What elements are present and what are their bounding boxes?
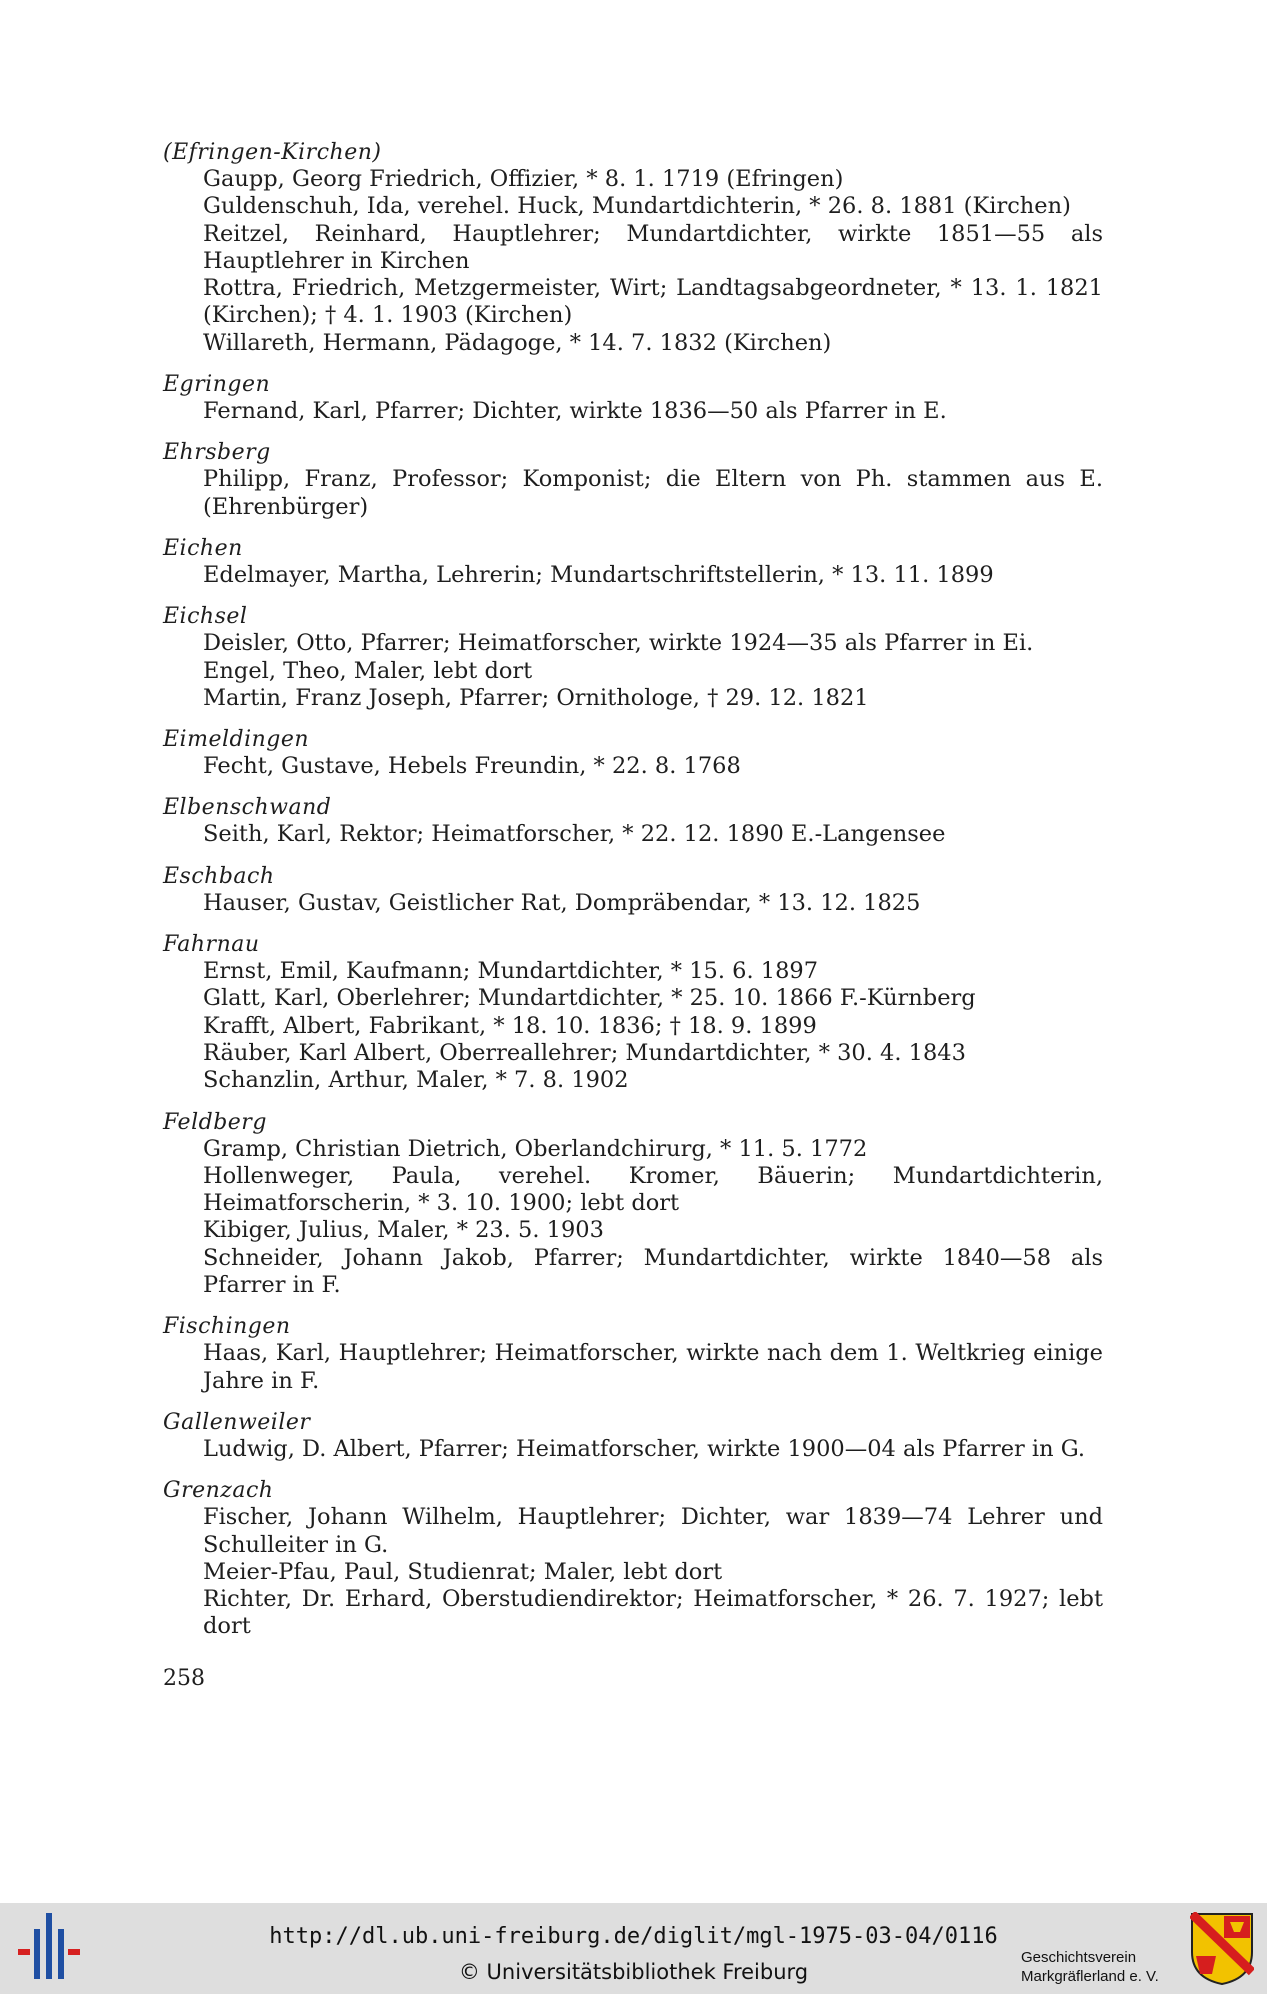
place-heading: Eichen [163,535,243,561]
society-name-line1: Geschichtsverein [1021,1949,1137,1966]
place-heading: Eichsel [163,604,248,630]
person-entry: Gramp, Christian Dietrich, Oberlandchirurg, * 11. 5. 1772 [203,1135,868,1162]
footer-copyright: © Universitätsbibliothek Freiburg [458,1960,809,1984]
register-content [163,139,1103,1655]
person-entry: Seith, Karl, Rektor; Heimatforscher, * 22. 12. 1890 E.-Langensee [203,821,946,848]
place-heading: (Efringen-Kirchen) [163,140,382,165]
person-entry: Gaupp, Georg Friedrich, Offizier, * 8. 1. 1719 (Efringen) [203,166,844,192]
register-section [163,726,1103,780]
person-entry: Räuber, Karl Albert, Oberreallehrer; Mundartdichter, * 30. 4. 1843 [203,1039,966,1066]
person-entry: Reitzel, Reinhard, Hauptlehrer; Mundartdichter, wirkte 1851—55 als Hauptlehrer in Kirchen [203,220,1103,274]
person-entry: Rottra, Friedrich, Metzgermeister, Wirt; Landtagsabgeordneter, * 13. 1. 1821 (Kirchen); † 4. 1. 1903 (Kirchen) [203,275,1103,329]
person-entry: Glatt, Karl, Oberlehrer; Mundartdichter, * 25. 10. 1866 F.-Kürnberg [203,985,976,1012]
register-section [163,603,1103,712]
person-entry: Ernst, Emil, Kaufmann; Mundartdichter, * 15. 6. 1897 [203,958,819,985]
person-entry: Haas, Karl, Hauptlehrer; Heimatforscher, wirkte nach dem 1. Weltkrieg einige Jahre in F. [203,1340,1103,1394]
person-entry: Schneider, Johann Jakob, Pfarrer; Mundartdichter, wirkte 1840—58 als Pfarrer in F. [203,1244,1103,1299]
place-heading: Egringen [163,372,271,398]
register-section [163,139,1103,357]
person-entry: Kibiger, Julius, Maler, * 23. 5. 1903 [203,1217,604,1244]
society-name-line2: Markgräflerland e. V. [1021,1968,1159,1985]
page-number: 258 [163,1666,205,1691]
person-entry: Hollenweger, Paula, verehel. Kromer, Bäuerin; Mundartdichterin, Heimatforscherin, * 3. 10. 1900; lebt dort [203,1162,1103,1217]
place-heading: Eschbach [163,863,275,889]
person-entry: Willareth, Hermann, Pädagoge, * 14. 7. 1832 (Kirchen) [203,329,832,356]
register-section [163,863,1103,917]
person-entry: Martin, Franz Joseph, Pfarrer; Ornithologe, † 29. 12. 1821 [203,684,869,711]
person-entry: Schanzlin, Arthur, Maler, * 7. 8. 1902 [203,1067,629,1094]
person-entry: Engel, Theo, Maler, lebt dort [203,657,533,684]
person-entry: Krafft, Albert, Fabrikant, * 18. 10. 1836; † 18. 9. 1899 [203,1012,817,1039]
person-entry: Fernand, Karl, Pfarrer; Dichter, wirkte 1836—50 als Pfarrer in E. [203,398,947,425]
footer-bar [0,1903,1267,1994]
place-heading: Feldberg [163,1109,267,1135]
person-entry: Fischer, Johann Wilhelm, Hauptlehrer; Dichter, war 1839—74 Lehrer und Schulleiter in G. [203,1504,1103,1558]
person-entry: Richter, Dr. Erhard, Oberstudiendirektor; Heimatforscher, * 26. 7. 1927; lebt dort [203,1586,1103,1640]
register-section [163,371,1103,425]
person-entry: Deisler, Otto, Pfarrer; Heimatforscher, wirkte 1924—35 als Pfarrer in Ei. [203,630,1034,657]
register-section [163,535,1103,589]
coat-of-arms-icon [1190,1912,1254,1986]
person-entry: Philipp, Franz, Professor; Komponist; die Eltern von Ph. stammen aus E. (Ehrenbürger) [203,466,1103,520]
register-section [163,1109,1103,1300]
register-section [163,931,1103,1094]
place-heading: Elbenschwand [163,795,332,821]
place-heading: Gallenweiler [163,1409,311,1435]
register-section [163,1409,1103,1463]
register-section [163,1477,1103,1640]
person-entry: Guldenschuh, Ida, verehel. Huck, Mundartdichterin, * 26. 8. 1881 (Kirchen) [203,193,1071,220]
register-section [163,794,1103,848]
person-entry: Hauser, Gustav, Geistlicher Rat, Dompräbendar, * 13. 12. 1825 [203,889,921,916]
person-entry: Edelmayer, Martha, Lehrerin; Mundartschriftstellerin, * 13. 11. 1899 [203,561,994,588]
place-heading: Fahrnau [163,932,260,958]
register-section [163,439,1103,521]
place-heading: Ehrsberg [163,440,271,466]
place-heading: Fischingen [163,1314,291,1340]
person-entry: Meier-Pfau, Paul, Studienrat; Maler, lebt dort [203,1558,723,1585]
place-heading: Eimeldingen [163,727,310,753]
person-entry: Fecht, Gustave, Hebels Freundin, * 22. 8. 1768 [203,753,741,780]
footer-url-link[interactable]: http://dl.ub.uni-freiburg.de/diglit/mgl-1975-03-04/0116 [269,1924,998,1949]
place-heading: Grenzach [163,1478,274,1504]
register-section [163,1313,1103,1395]
society-name [1021,1948,1159,1986]
person-entry: Ludwig, D. Albert, Pfarrer; Heimatforscher, wirkte 1900—04 als Pfarrer in G. [203,1435,1086,1462]
